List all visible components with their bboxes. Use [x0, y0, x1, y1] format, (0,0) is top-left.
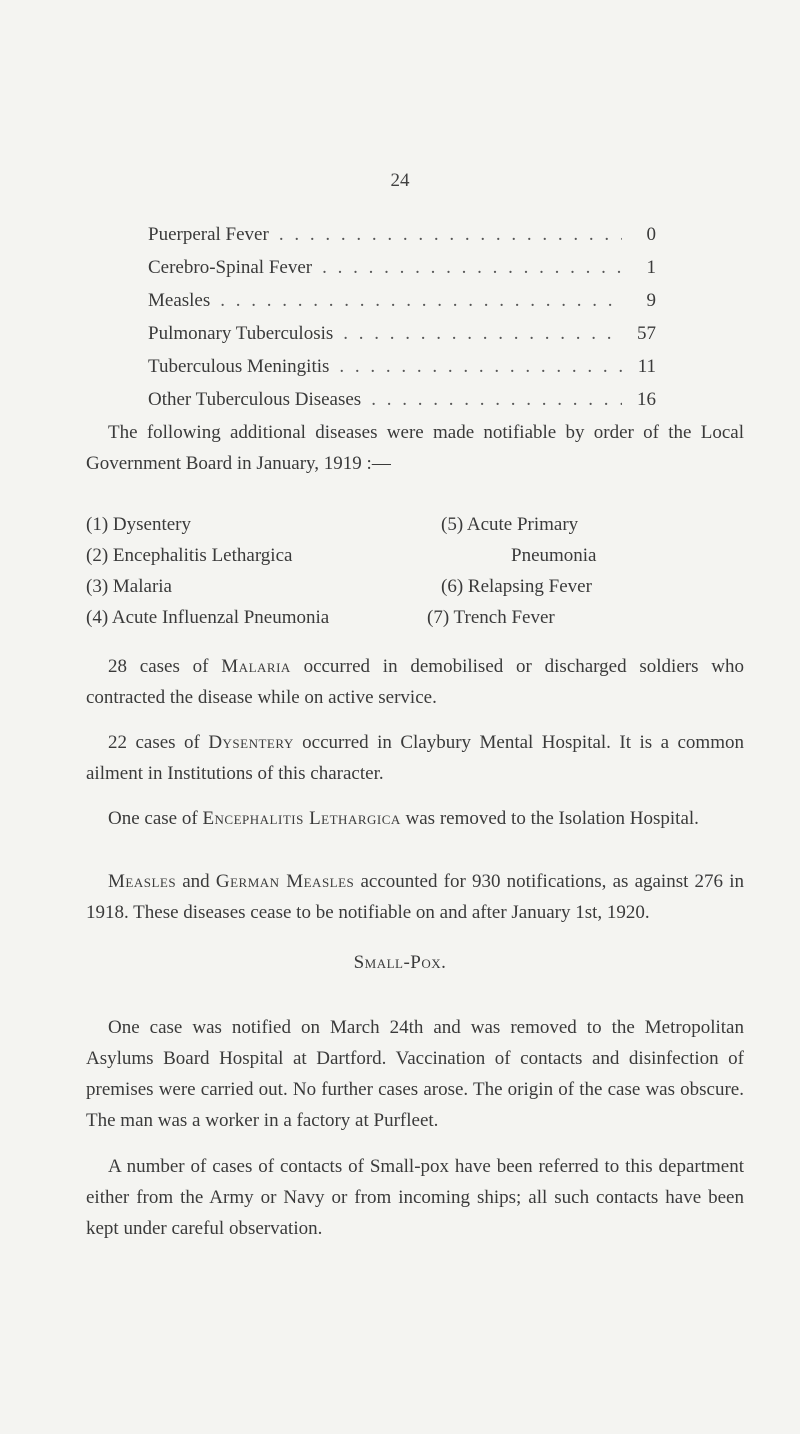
leader-dots: [322, 257, 622, 279]
encephalitis-paragraph: [86, 803, 744, 834]
encephalitis-text-post: was removed to the Isolation Hospital.: [400, 808, 699, 829]
smallpox-paragraph-2: A number of cases of contacts of Small-pox have been referred to this department either from the Army or Navy or from incoming ships; all such contacts have been kept under careful observation.: [86, 1156, 744, 1239]
leader-dots: [220, 290, 622, 312]
dysentery-paragraph: [86, 727, 744, 789]
disease-count: 16: [637, 389, 656, 410]
disease-count: 1: [646, 257, 656, 278]
list-row: [86, 602, 744, 633]
list-row: [86, 540, 744, 571]
encephalitis-term: Encephalitis Lethargica: [202, 808, 401, 829]
malaria-text-pre: 28 cases of: [108, 656, 222, 677]
disease-row-cerebro-spinal-fever: [148, 257, 656, 290]
leader-dots: [339, 356, 622, 378]
disease-count: 57: [637, 323, 656, 344]
page-number: 24: [390, 170, 410, 191]
leader-dots: [371, 389, 622, 411]
leader-dots: [279, 224, 622, 246]
disease-row-pulmonary-tuberculosis: [148, 323, 656, 356]
leader-dots: [343, 323, 622, 345]
list-item: (1) Dysentery: [86, 514, 191, 535]
measles-text-mid: and: [176, 871, 216, 892]
disease-row-puerperal-fever: [148, 224, 656, 257]
list-row: [86, 509, 744, 540]
encephalitis-text-pre: One case of: [108, 808, 203, 829]
measles-paragraph: [86, 866, 744, 928]
disease-row-tuberculous-meningitis: [148, 356, 656, 389]
dysentery-text-pre: 22 cases of: [108, 732, 209, 753]
disease-name: Cerebro-Spinal Fever: [148, 257, 313, 278]
list-item: (2) Encephalitis Lethargica: [86, 545, 293, 566]
disease-name: Measles: [148, 290, 211, 311]
list-item: (7) Trench Fever: [427, 607, 555, 628]
dysentery-text-post: occurred in Claybury Mental Hospital. It is a common ailment in Institutions of this character.: [86, 732, 744, 784]
measles-term: Measles: [108, 871, 177, 892]
disease-name: Other Tuberculous Diseases: [148, 389, 362, 410]
disease-name: Pulmonary Tuberculosis: [148, 323, 334, 344]
list-item: (6) Relapsing Fever: [441, 576, 592, 597]
disease-count-table: [148, 224, 656, 422]
list-item: (4) Acute Influenzal Pneumonia: [86, 607, 330, 628]
list-item: (5) Acute Primary: [441, 514, 579, 535]
smallpox-heading: Small-Pox.: [353, 952, 447, 973]
malaria-paragraph: [86, 651, 744, 713]
disease-name: Tuberculous Meningitis: [148, 356, 330, 377]
dysentery-term: Dysentery: [208, 732, 294, 753]
list-item: (3) Malaria: [86, 576, 172, 597]
notifiable-disease-list: [86, 509, 744, 633]
disease-count: 0: [646, 224, 656, 245]
disease-count: 9: [646, 290, 656, 311]
measles-text-post: accounted for 930 notifications, as against 276 in 1918. These diseases cease to be notifiable on and after January 1st, 1920.: [86, 871, 745, 923]
list-item: Pneumonia: [511, 545, 597, 566]
disease-name: Puerperal Fever: [148, 224, 269, 245]
disease-row-measles: [148, 290, 656, 323]
malaria-term: Malaria: [221, 656, 291, 677]
list-row: [86, 571, 744, 602]
smallpox-paragraph-1: One case was notified on March 24th and was removed to the Metropolitan Asylums Board Hospital at Dartford. Vaccination of contacts and disinfection of premises were carried out. No further cases arose. The origin of the case was obscure. The man was a worker in a factory at Purfleet.: [86, 1017, 744, 1131]
german-measles-term: German Measles: [215, 871, 355, 892]
disease-count: 11: [637, 356, 656, 377]
malaria-text-post: occurred in demobilised or discharged soldiers who contracted the disease while on active service.: [86, 656, 745, 708]
notifiable-intro-paragraph: The following additional diseases were made notifiable by order of the Local Government Board in January, 1919 :—: [86, 422, 744, 474]
